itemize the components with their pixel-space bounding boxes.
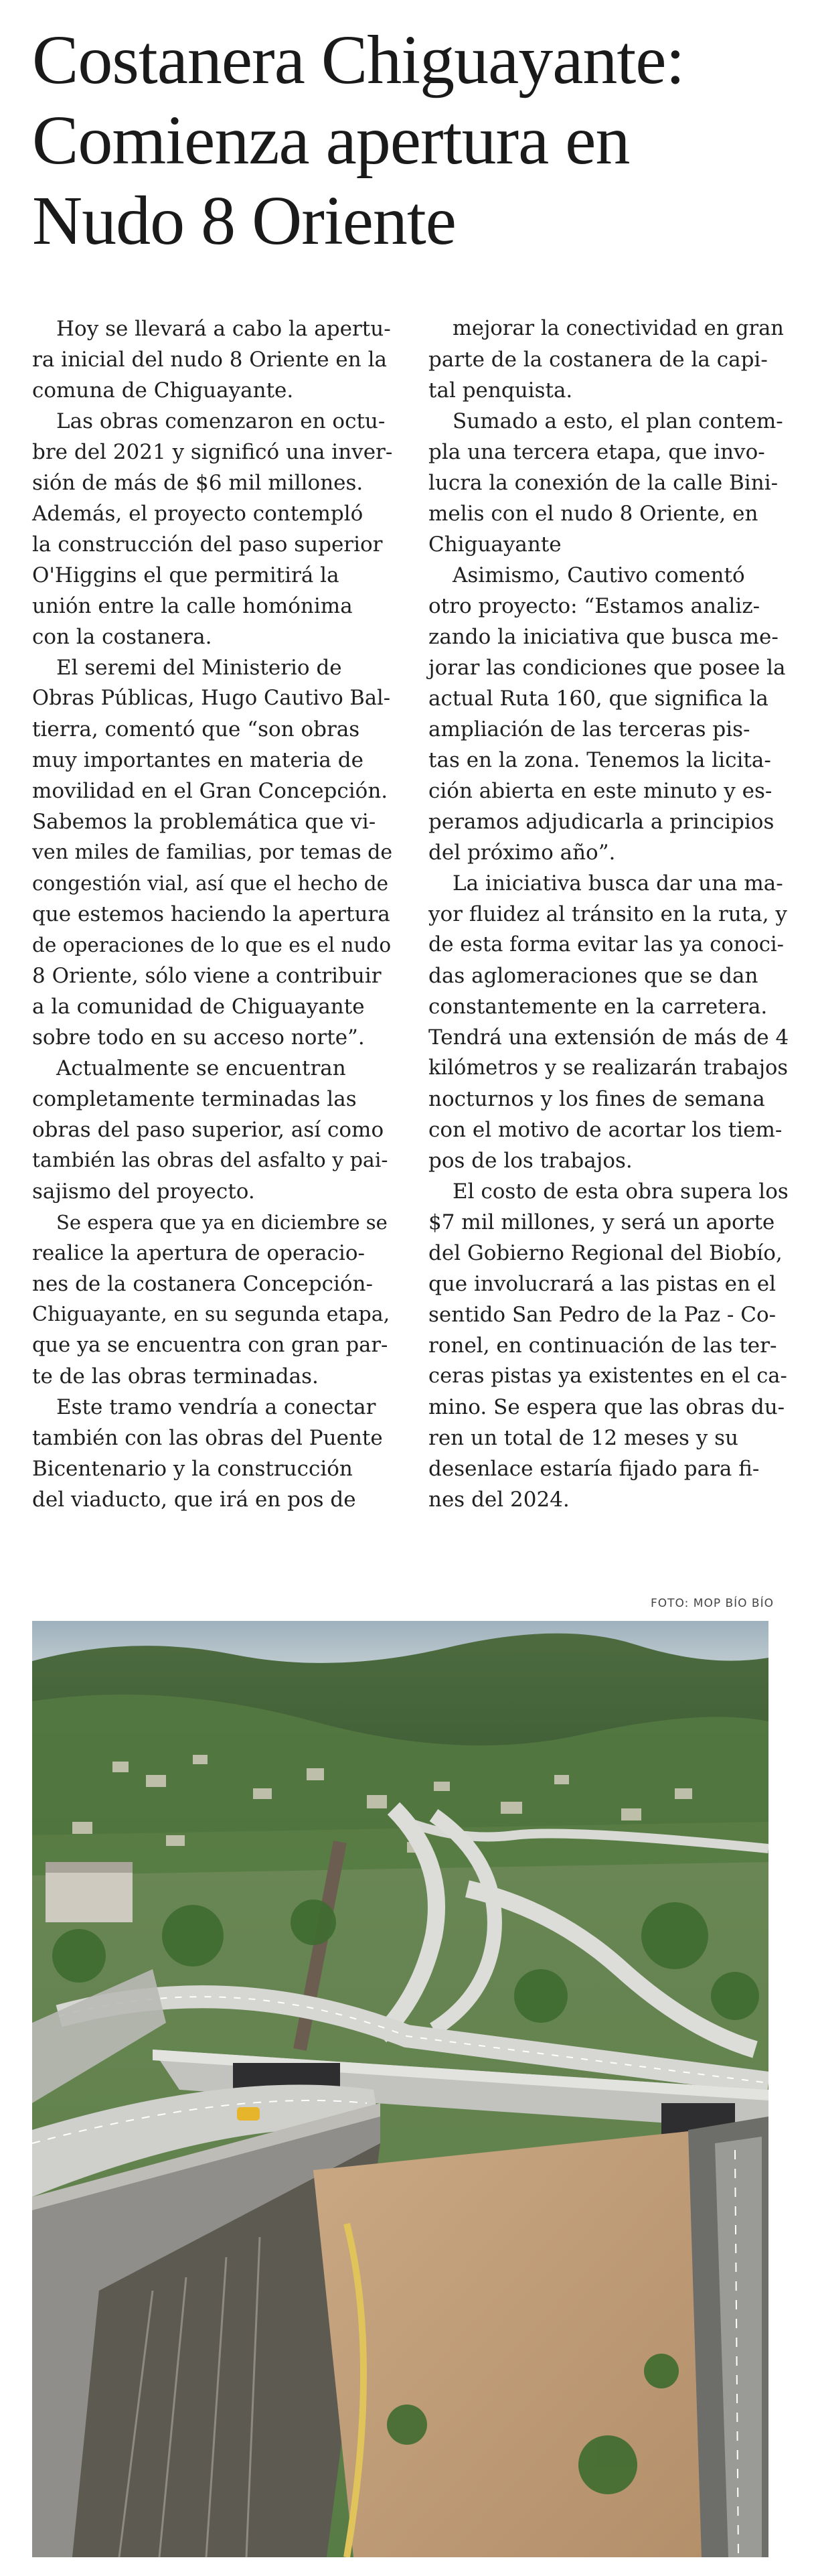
text-line: actual Ruta 160, que significa la [428, 687, 768, 711]
text-column-left [32, 313, 392, 1594]
text-line: O'Higgins el que permitirá la [32, 563, 339, 587]
text-line: Actualmente se encuentran [56, 1056, 346, 1080]
text-line: del Gobierno Regional del Biobío, [428, 1241, 783, 1265]
text-line: mejorar la conectividad en gran [453, 317, 784, 340]
text-line: ronel, en continuación de las ter- [428, 1334, 777, 1358]
headline-line: Comienza apertura en [32, 102, 630, 179]
text-line: La iniciativa busca dar una ma- [453, 871, 783, 896]
text-line: Además, el proyecto contempló [32, 502, 363, 526]
text-line: de operaciones de lo que es el nudo [32, 934, 392, 956]
text-line: comuna de Chiguayante. [32, 378, 294, 403]
paragraph [32, 406, 392, 652]
text-line: kilómetros y se realizarán trabajos [428, 1056, 789, 1080]
text-line: pos de los trabajos. [428, 1149, 633, 1173]
text-line: nes de la costanera Concepción- [32, 1272, 373, 1296]
headline-line: Nudo 8 Oriente [32, 182, 456, 259]
paragraph [32, 1392, 392, 1515]
text-line: te de las obras terminadas. [32, 1364, 319, 1388]
text-line: unión entre la calle homónima [32, 594, 353, 618]
text-line: Bicentenario y la construcción [32, 1457, 353, 1481]
text-line: tas en la zona. Tenemos la licita- [428, 748, 771, 772]
text-line: lucra la conexión de la calle Bini- [428, 471, 779, 495]
text-line: sión de más de $6 mil millones. [32, 471, 363, 495]
text-line: la construcción del paso superior [32, 532, 383, 557]
text-line: El costo de esta obra supera los [453, 1179, 789, 1204]
text-line: El seremi del Ministerio de [56, 656, 342, 680]
text-line: das aglomeraciones que se dan [428, 964, 758, 988]
text-line: Sabemos la problemática que vi- [32, 810, 376, 834]
text-line: ampliación de las terceras pis- [428, 717, 750, 741]
text-line: con la costanera. [32, 625, 212, 649]
photo-credit: FOTO: MOP BÍO BÍO [651, 1597, 774, 1610]
text-line: Asimismo, Cautivo comentó [453, 563, 745, 587]
text-line: también las obras del asfalto y pai- [32, 1149, 388, 1172]
text-line: sajismo del proyecto. [32, 1179, 255, 1204]
paragraph [428, 560, 789, 868]
text-line: Este tramo vendría a conectar [56, 1395, 376, 1419]
text-line: Tendrá una extensión de más de 4 [428, 1025, 789, 1050]
text-line: sobre todo en su acceso norte”. [32, 1025, 365, 1050]
text-line: ven miles de familias, por temas de [32, 841, 393, 864]
article-body [32, 313, 789, 1594]
text-line: del viaducto, que irá en pos de [32, 1488, 356, 1512]
text-line: Se espera que ya en diciembre se [56, 1211, 388, 1234]
text-line: que estemos haciendo la apertura [32, 902, 390, 926]
text-line: nocturnos y los fines de semana [428, 1087, 765, 1111]
text-line: congestión vial, así que el hecho de [32, 872, 389, 895]
text-line: peramos adjudicarla a principios [428, 810, 775, 834]
text-line: Sumado a esto, el plan contem- [453, 409, 783, 433]
text-line: desenlace estaría fijado para fi- [428, 1457, 760, 1481]
text-line: constantemente en la carretera. [428, 995, 768, 1019]
text-line: melis con el nudo 8 Oriente, en [428, 502, 758, 526]
text-line: sentido San Pedro de la Paz - Co- [428, 1303, 777, 1327]
text-line: muy importantes en materia de [32, 748, 363, 772]
text-line: yor fluidez al tránsito en la ruta, y [428, 902, 787, 926]
text-line: tal penquista. [428, 378, 573, 403]
text-line: obras del paso superior, así como [32, 1118, 384, 1142]
text-line: ren un total de 12 meses y su [428, 1426, 738, 1450]
text-line: que ya se encuentra con gran par- [32, 1334, 388, 1357]
text-line: pla una tercera etapa, que invo- [428, 440, 765, 464]
text-line: zando la iniciativa que busca me- [428, 625, 779, 649]
text-line: ción abierta en este minuto y es- [428, 779, 772, 803]
text-line: Hoy se llevará a cabo la apertu- [56, 317, 391, 341]
text-line: parte de la costanera de la capi- [428, 348, 768, 372]
text-line: otro proyecto: “Estamos analiz- [428, 594, 760, 618]
text-line: nes del 2024. [428, 1488, 570, 1512]
paragraph [32, 652, 392, 1053]
text-column-right [428, 313, 789, 1594]
text-line: Chiguayante [428, 532, 562, 557]
paragraph [428, 868, 789, 1176]
headline-line: Costanera Chiguayante: [32, 21, 685, 98]
paragraph [428, 1176, 789, 1515]
text-line: que involucrará a las pistas en el [428, 1272, 777, 1296]
text-line: ra inicial del nudo 8 Oriente en la [32, 348, 387, 372]
text-line: bre del 2021 y significó una inver- [32, 440, 393, 464]
paragraph [32, 1207, 392, 1392]
paragraph [32, 313, 392, 406]
text-line: Chiguayante, en su segunda etapa, [32, 1303, 390, 1326]
text-line: tierra, comentó que “son obras [32, 717, 360, 741]
text-line: jorar las condiciones que posee la [428, 656, 786, 680]
paragraph [32, 1053, 392, 1207]
article-headline [32, 20, 789, 261]
text-line: a la comunidad de Chiguayante [32, 995, 365, 1019]
text-line: ceras pistas ya existentes en el ca- [428, 1364, 787, 1388]
text-line: completamente terminadas las [32, 1087, 357, 1111]
text-line: también con las obras del Puente [32, 1426, 383, 1450]
text-line: mino. Se espera que las obras du- [428, 1395, 785, 1419]
text-line: realice la apertura de operacio- [32, 1241, 365, 1265]
text-line: del próximo año”. [428, 841, 616, 865]
paragraph [428, 313, 789, 406]
text-line: Obras Públicas, Hugo Cautivo Bal- [32, 687, 391, 710]
text-line: con el motivo de acortar los tiem- [428, 1118, 783, 1142]
text-line: movilidad en el Gran Concepción. [32, 779, 388, 803]
paragraph [428, 406, 789, 560]
text-line: $7 mil millones, y será un aporte [428, 1210, 775, 1234]
text-line: Las obras comenzaron en octu- [56, 409, 386, 433]
aerial-photo [32, 1621, 768, 2557]
text-line: de esta forma evitar las ya conoci- [428, 933, 784, 956]
text-line: 8 Oriente, sólo viene a contribuir [32, 964, 382, 988]
